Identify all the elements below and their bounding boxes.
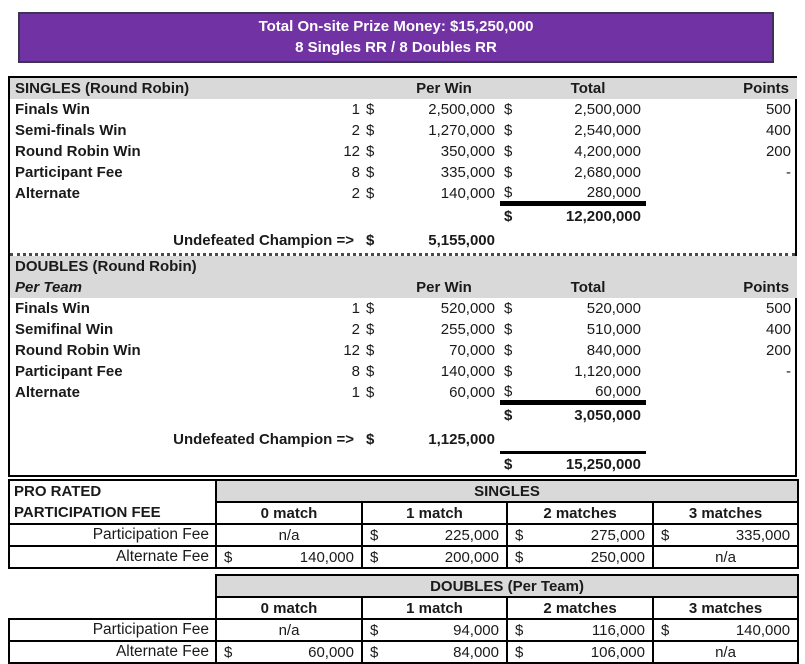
fee-row [9,641,798,663]
currency-sign: $ [500,452,530,475]
fee-cell [216,641,362,663]
total-value: 510,000 [586,321,641,338]
currency-sign: $ [515,643,524,661]
singles-champion-row [10,227,797,253]
doubles-header-row [10,277,797,298]
col-header-3-matches: 3 matches [653,597,798,619]
currency-sign: $ [504,122,513,139]
currency-sign: $ [366,430,375,448]
banner-total-line: Total On-site Prize Money: $15,250,000 [258,18,534,35]
row-count: 12 [343,143,360,160]
currency-sign: $ [500,183,530,204]
total-value: 60,000 [530,382,646,403]
fee-row-label: Participation Fee [9,619,216,641]
per-win-value: 520,000 [440,300,495,317]
currency-sign: $ [366,185,375,202]
pro-rated-line1: PRO RATED [14,483,102,500]
points-value: 500 [766,300,792,317]
grand-total-value: 15,250,000 [530,452,646,475]
table-row [10,141,797,162]
currency-sign: $ [500,204,530,227]
row-count: 8 [351,363,360,380]
fee-band-row [9,480,798,502]
fee-cell [216,546,362,568]
row-label: Participant Fee [15,164,123,181]
fee-row-label: Alternate Fee [9,546,216,568]
row-label: Semi-finals Win [15,122,127,139]
fee-header-row [9,597,798,619]
pro-rated-line2: PARTICIPATION FEE [14,504,161,521]
fee-cell [507,641,653,663]
row-label: Alternate [15,185,81,202]
row-label: Alternate [15,384,81,401]
fee-cell [362,619,507,641]
currency-sign: $ [504,143,513,160]
points-value [646,183,797,204]
currency-sign: $ [515,526,524,544]
fee-value: 140,000 [299,548,354,566]
col-header-points: Points [646,277,797,298]
points-value: - [786,164,791,181]
col-header-points: Points [646,78,797,99]
pro-rated-header-cell [9,480,216,524]
currency-sign: $ [504,321,513,338]
row-count: 8 [351,164,360,181]
undefeated-champion-value: 5,155,000 [428,231,495,249]
doubles-table [10,256,797,475]
col-header-0-match: 0 match [216,502,362,524]
pro-rated-doubles-table [8,574,799,664]
fee-value: 250,000 [590,548,645,566]
per-win-value: 70,000 [449,342,495,359]
currency-sign: $ [515,548,524,566]
total-value: 840,000 [586,342,641,359]
currency-sign: $ [370,621,379,639]
fee-band-row [9,575,798,597]
currency-sign: $ [224,548,233,566]
per-win-value: 350,000 [440,143,495,160]
fee-value: 275,000 [590,526,645,544]
per-win-value: 1,270,000 [428,122,495,139]
undefeated-champion-label: Undefeated Champion => [173,231,354,249]
fee-row [9,524,798,546]
currency-sign: $ [366,122,375,139]
col-header-3-matches: 3 matches [653,502,798,524]
per-win-value: 255,000 [440,321,495,338]
col-header-per-win: Per Win [388,277,500,298]
empty-cell [9,575,216,597]
prize-money-banner [18,12,774,63]
fee-row [9,619,798,641]
doubles-subtotal-row [10,403,797,426]
singles-subtotal-row [10,204,797,227]
per-win-value: 2,500,000 [428,101,495,118]
doubles-title: DOUBLES (Round Robin) [10,256,797,277]
fee-table-title: SINGLES [216,480,798,502]
fee-cell [362,641,507,663]
fee-value: 140,000 [735,621,791,639]
undefeated-champion-label: Undefeated Champion => [173,430,354,448]
empty-cell [9,597,216,619]
singles-subtotal-value: 12,200,000 [530,204,646,227]
currency-sign: $ [366,231,375,249]
fee-cell [362,524,507,546]
fee-cell [507,546,653,568]
row-label: Participant Fee [15,363,123,380]
per-win-value: 140,000 [440,363,495,380]
points-value [646,382,797,403]
total-value: 4,200,000 [574,143,641,160]
points-value: 500 [765,101,791,118]
table-row [10,120,797,141]
total-value: 2,500,000 [574,101,641,118]
grand-total-row [10,452,797,475]
fee-cell: n/a [653,546,798,568]
row-count: 12 [343,342,360,359]
table-row [10,382,797,403]
currency-sign: $ [366,164,375,181]
doubles-subtotal-value: 3,050,000 [530,403,646,426]
row-label: Finals Win [15,101,90,118]
col-header-total: Total [530,277,646,298]
row-count: 2 [351,122,360,139]
currency-sign: $ [224,643,233,661]
total-value: 1,120,000 [574,363,641,380]
row-count: 1 [351,101,360,118]
col-header-total: Total [530,78,646,99]
currency-sign: $ [370,643,379,661]
undefeated-champion-value: 1,125,000 [428,430,495,448]
fee-value: 106,000 [590,643,645,661]
currency-sign: $ [504,363,513,380]
currency-sign: $ [504,101,513,118]
currency-sign: $ [370,526,379,544]
fee-value: 84,000 [453,643,499,661]
row-count: 2 [351,185,360,202]
doubles-section [10,256,795,475]
singles-title: SINGLES (Round Robin) [10,78,300,99]
points-value: 400 [765,122,791,139]
row-label: Round Robin Win [15,143,141,160]
points-value: 200 [765,143,791,160]
doubles-champion-row [10,426,797,452]
fee-table-title: DOUBLES (Per Team) [216,575,798,597]
col-header-1-match: 1 match [362,502,507,524]
row-label: Semifinal Win [15,321,114,338]
col-header-1-match: 1 match [362,597,507,619]
currency-sign: $ [661,526,670,544]
table-row [10,361,797,382]
fee-cell: n/a [653,641,798,663]
currency-sign: $ [504,164,513,181]
fee-cell [653,524,798,546]
row-count: 1 [351,384,360,401]
table-row [10,99,797,120]
fee-row [9,546,798,568]
singles-table [10,78,797,253]
per-win-value: 60,000 [449,384,495,401]
col-header-0-match: 0 match [216,597,362,619]
singles-header-row [10,78,797,99]
fee-row-label: Participation Fee [9,524,216,546]
fee-cell [362,546,507,568]
currency-sign: $ [504,342,513,359]
prize-breakdown-block [8,76,797,477]
col-header-2-matches: 2 matches [507,597,653,619]
fee-cell [507,619,653,641]
fee-cell: n/a [216,619,362,641]
total-value: 2,680,000 [574,164,641,181]
currency-sign: $ [366,321,375,338]
doubles-title-row [10,256,797,277]
banner-format-line: 8 Singles RR / 8 Doubles RR [295,39,497,56]
currency-sign: $ [661,621,670,639]
fee-value: 116,000 [591,621,645,639]
table-row [10,340,797,361]
currency-sign: $ [500,403,530,426]
currency-sign: $ [366,342,375,359]
fee-value: 200,000 [444,548,499,566]
singles-section [10,78,795,256]
currency-sign: $ [515,621,524,639]
row-count: 1 [351,300,360,317]
per-win-value: 335,000 [440,164,495,181]
fee-value: 60,000 [308,643,354,661]
currency-sign: $ [366,300,375,317]
currency-sign: $ [504,300,513,317]
points-value: 400 [766,321,792,338]
currency-sign: $ [370,548,379,566]
total-value: 520,000 [586,300,641,317]
fee-cell: n/a [216,524,362,546]
fee-value: 225,000 [444,526,499,544]
currency-sign: $ [366,384,375,401]
fee-row-label: Alternate Fee [9,641,216,663]
currency-sign: $ [500,382,530,403]
per-win-value: 140,000 [440,185,495,202]
table-row [10,162,797,183]
total-value: 2,540,000 [574,122,641,139]
fee-cell [507,524,653,546]
fee-value: 94,000 [453,621,499,639]
total-value: 280,000 [530,183,646,204]
fee-value: 335,000 [735,526,791,544]
row-label: Finals Win [15,300,90,317]
table-row [10,183,797,204]
doubles-subtitle: Per Team [10,277,300,298]
col-header-2-matches: 2 matches [507,502,653,524]
fee-cell [653,619,798,641]
col-header-per-win: Per Win [388,78,500,99]
row-label: Round Robin Win [15,342,141,359]
currency-sign: $ [366,143,375,160]
currency-sign: $ [366,101,375,118]
points-value: 200 [766,342,792,359]
row-count: 2 [351,321,360,338]
table-row [10,298,797,319]
table-row [10,319,797,340]
pro-rated-singles-table [8,479,799,569]
currency-sign: $ [366,363,375,380]
pro-rated-fees-block [8,479,797,664]
points-value: - [786,363,792,380]
